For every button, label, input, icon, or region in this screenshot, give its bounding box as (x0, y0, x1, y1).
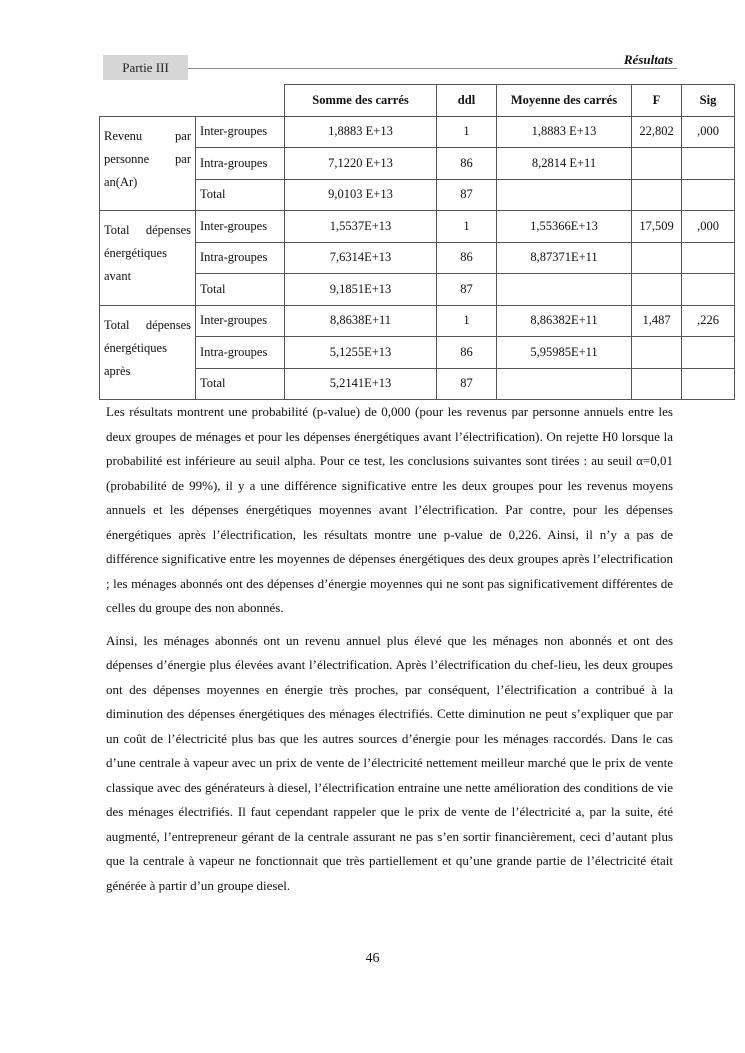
paragraph: Les résultats montrent une probabilité (p-value) de 0,000 (pour les revenus par personne annuels entre les deux groupes de ménages et pour les dépenses énergétiques avant l’électrification). On rejette H0 lorsque la probabilité est inférieure au seuil alpha. Pour ce test, les conclusions suivantes sont tirées : au seuil α=0,01 (probabilité de 99%), il y a une différence significative entre les deux groupes pour les revenus moyens annuels et les dépenses énergétiques moyennes avant l’électrification. Par contre, pour les dépenses énergétiques après l’électrification, les résultats montre une p-value de 0,226. Ainsi, il n’y a pas de différence significative entre les moyennes de dépenses énergétiques des deux groupes après l’electrification ; les ménages abonnés ont des dépenses d’énergie moyennes qui ne sont pas significativement différentes de celles du groupe des non abonnés. (106, 404, 673, 615)
df-cell: 1 (437, 116, 497, 148)
df-cell: 86 (437, 148, 497, 180)
ss-cell: 9,1851E+13 (285, 274, 437, 306)
blank-cell (100, 85, 196, 117)
blank-cell (196, 85, 285, 117)
ms-cell: 1,55366E+13 (497, 211, 632, 243)
df-cell: 87 (437, 368, 497, 400)
header-rule (188, 68, 677, 69)
df-cell: 87 (437, 179, 497, 211)
sig-cell (682, 337, 735, 369)
ms-cell: 5,95985E+11 (497, 337, 632, 369)
table-row (100, 242, 735, 274)
f-cell: 22,802 (632, 116, 682, 148)
part-label: Partie III (103, 55, 188, 80)
column-header: Somme des carrés (285, 85, 437, 117)
sig-cell (682, 274, 735, 306)
sig-cell (682, 148, 735, 180)
ms-cell (497, 368, 632, 400)
sig-cell (682, 179, 735, 211)
f-cell (632, 242, 682, 274)
ms-cell: 1,8883 E+13 (497, 116, 632, 148)
page-number: 46 (365, 951, 380, 966)
body-text (106, 400, 673, 906)
f-cell (632, 148, 682, 180)
ms-cell (497, 179, 632, 211)
source-cell: Total (196, 179, 285, 211)
ss-cell: 5,1255E+13 (285, 337, 437, 369)
df-cell: 1 (437, 211, 497, 243)
column-header: F (632, 85, 682, 117)
source-cell: Inter-groupes (196, 305, 285, 337)
source-cell: Intra-groupes (196, 337, 285, 369)
table-row (100, 274, 735, 306)
table-header-row (100, 85, 735, 117)
sig-cell (682, 368, 735, 400)
ms-cell (497, 274, 632, 306)
source-cell: Intra-groupes (196, 242, 285, 274)
df-cell: 86 (437, 337, 497, 369)
ss-cell: 1,5537E+13 (285, 211, 437, 243)
row-group-label: Total dépenses énergétiques avant (100, 211, 196, 306)
source-cell: Intra-groupes (196, 148, 285, 180)
ss-cell: 7,1220 E+13 (285, 148, 437, 180)
table-row (100, 368, 735, 400)
f-cell: 17,509 (632, 211, 682, 243)
table-row (100, 211, 735, 243)
ms-cell: 8,86382E+11 (497, 305, 632, 337)
f-cell (632, 337, 682, 369)
table-row (100, 305, 735, 337)
section-title: Résultats (623, 52, 673, 67)
df-cell: 1 (437, 305, 497, 337)
paragraph: Ainsi, les ménages abonnés ont un revenu annuel plus élevé que les ménages non abonnés et ont des dépenses d’énergie plus élevées avant l’électrification. Après l’électrification du chef-lieu, les deux groupes ont des dépenses moyennes en énergie très proches, par conséquent, l’électrification a contribué à la diminution des dépenses énergétiques des ménages électrifiés. Cette diminution ne peut s’expliquer que par un coût de l’électricité plus bas que les autres sources d’énergie pour les ménages raccordés. Dans le cas d’une centrale à vapeur avec un prix de vente de l’électricité nettement meilleur marché que le prix de vente classique avec des générateurs à diesel, l’électrification entraine une nette amélioration des conditions de vie des ménages électrifiés. Il faut cependant rappeler que le prix de vente de l’électricité a, par la suite, été augmenté, l’entrepreneur gérant de la centrale assurant ne pas s’en sortir financièrement, ceci d’autant plus que la centrale à vapeur ne fonctionnait que très partiellement et qu’une grande partie de l’électricité était générée à partir d’un groupe diesel. (106, 632, 673, 893)
source-cell: Total (196, 368, 285, 400)
anova-table (99, 84, 735, 400)
ms-cell: 8,2814 E+11 (497, 148, 632, 180)
ss-cell: 8,8638E+11 (285, 305, 437, 337)
column-header: Sig (682, 85, 735, 117)
row-group-label: Total dépenses énergétiques après (100, 305, 196, 400)
ms-cell: 8,87371E+11 (497, 242, 632, 274)
table-row (100, 179, 735, 211)
sig-cell: ,000 (682, 211, 735, 243)
df-cell: 87 (437, 274, 497, 306)
df-cell: 86 (437, 242, 497, 274)
table-row (100, 148, 735, 180)
table-row (100, 116, 735, 148)
sig-cell: ,226 (682, 305, 735, 337)
ss-cell: 5,2141E+13 (285, 368, 437, 400)
f-cell (632, 179, 682, 211)
table-row (100, 337, 735, 369)
f-cell: 1,487 (632, 305, 682, 337)
sig-cell: ,000 (682, 116, 735, 148)
f-cell (632, 274, 682, 306)
source-cell: Inter-groupes (196, 116, 285, 148)
ss-cell: 1,8883 E+13 (285, 116, 437, 148)
f-cell (632, 368, 682, 400)
row-group-label: Revenu par personne par an(Ar) (100, 116, 196, 211)
ss-cell: 7,6314E+13 (285, 242, 437, 274)
column-header: Moyenne des carrés (497, 85, 632, 117)
sig-cell (682, 242, 735, 274)
column-header: ddl (437, 85, 497, 117)
source-cell: Inter-groupes (196, 211, 285, 243)
ss-cell: 9,0103 E+13 (285, 179, 437, 211)
page-header (103, 52, 677, 82)
source-cell: Total (196, 274, 285, 306)
